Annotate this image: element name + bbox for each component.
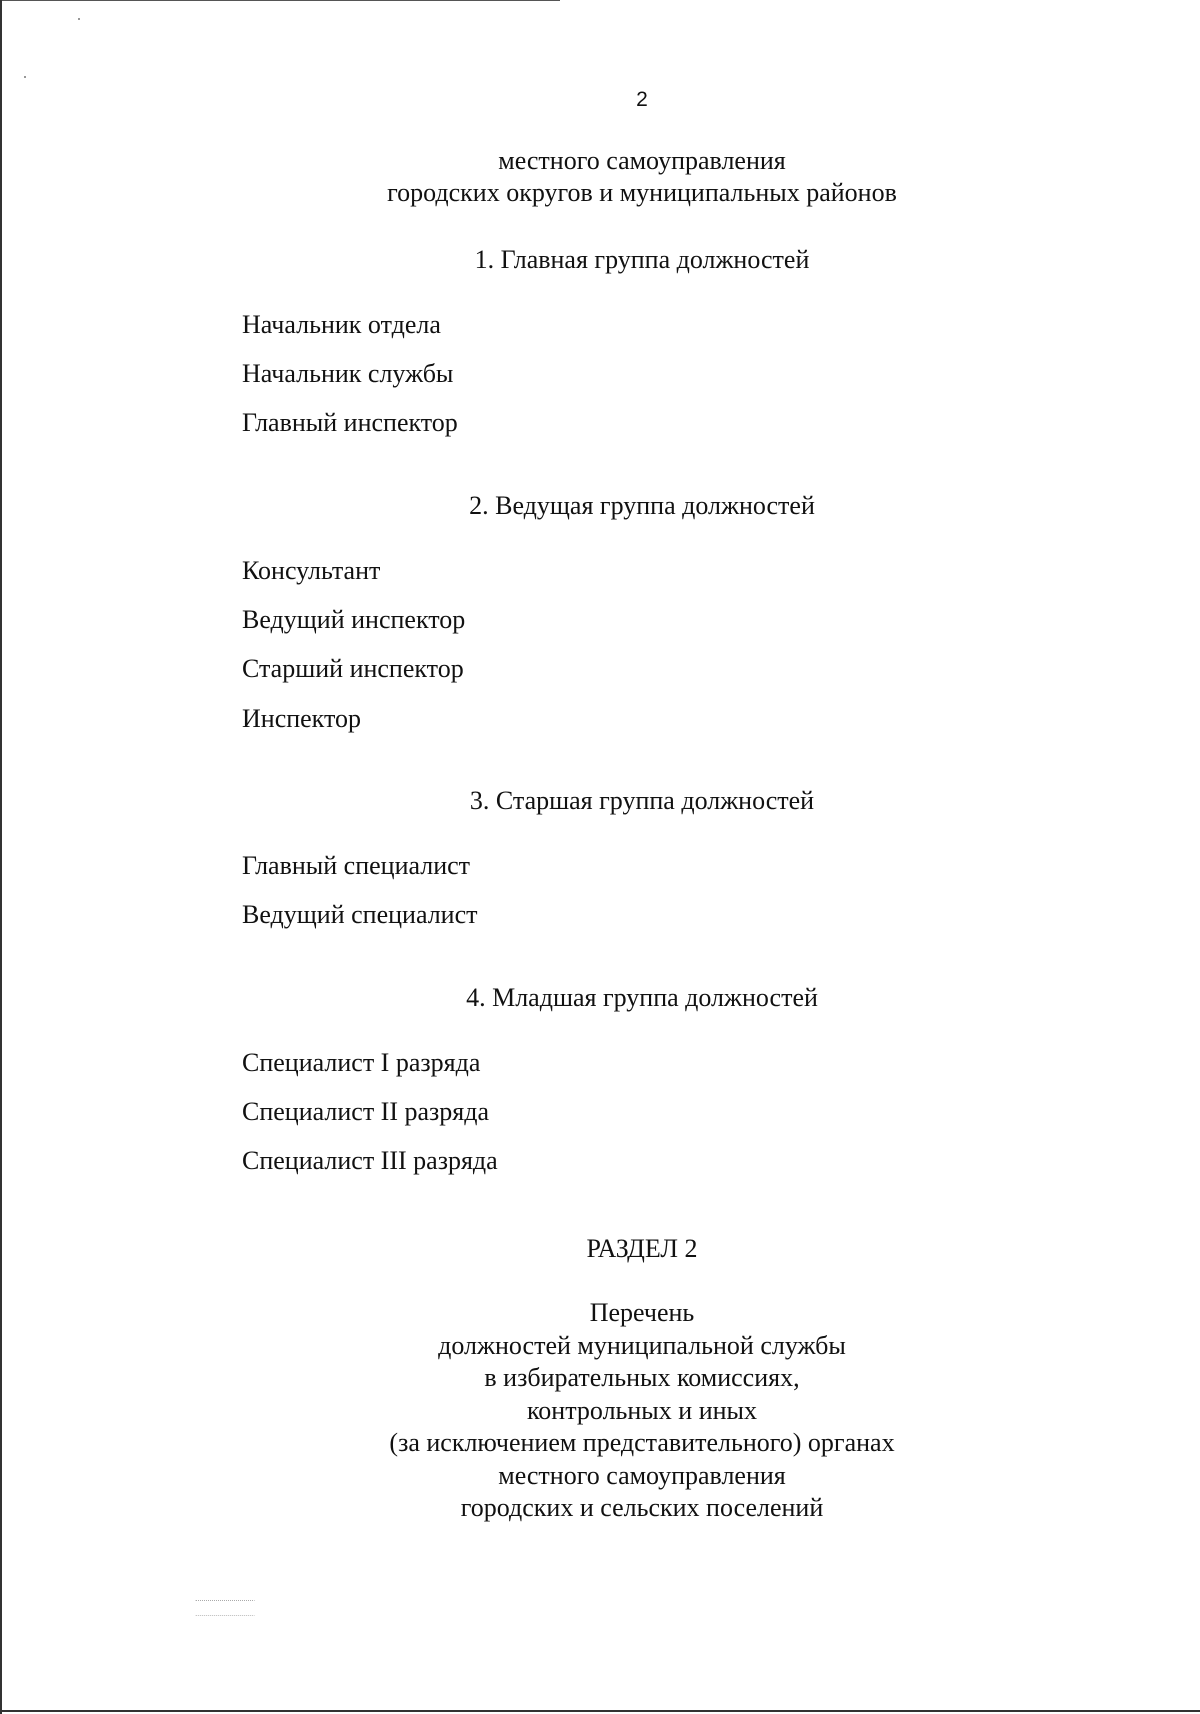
- scan-speck: [24, 76, 26, 78]
- position-item: Ведущий специалист: [242, 900, 478, 929]
- section-title-line: контрольных и иных: [527, 1396, 757, 1425]
- position-item: Главный инспектор: [242, 408, 458, 437]
- position-item: Специалист I разряда: [242, 1048, 481, 1077]
- section-title-line: (за исключением представительного) органах: [389, 1428, 895, 1457]
- group-title: 4. Младшая группа должностей: [466, 983, 818, 1012]
- scan-noise: [195, 1600, 255, 1616]
- page-number: 2: [636, 88, 648, 111]
- scan-edge: [0, 0, 560, 1]
- position-item: Старший инспектор: [242, 654, 464, 683]
- header-line: городских округов и муниципальных районов: [387, 178, 897, 207]
- group-title: 1. Главная группа должностей: [474, 245, 810, 274]
- position-item: Консультант: [242, 556, 381, 585]
- position-item: Специалист II разряда: [242, 1097, 490, 1126]
- position-item: Специалист III разряда: [242, 1146, 498, 1175]
- section-title-line: должностей муниципальной службы: [438, 1331, 846, 1360]
- header-line: местного самоуправления: [498, 146, 786, 175]
- section-title-line: в избирательных комиссиях,: [484, 1363, 800, 1392]
- section-heading: РАЗДЕЛ 2: [586, 1234, 698, 1263]
- section-title-line: местного самоуправления: [498, 1461, 786, 1490]
- position-item: Главный специалист: [242, 851, 471, 880]
- group-title: 2. Ведущая группа должностей: [469, 491, 815, 520]
- scan-edge: [0, 1710, 1200, 1712]
- section-title-line: Перечень: [589, 1298, 695, 1327]
- position-item: Ведущий инспектор: [242, 605, 466, 634]
- position-item: Инспектор: [242, 704, 361, 733]
- section-title-line: городских и сельских поселений: [460, 1493, 824, 1522]
- group-title: 3. Старшая группа должностей: [469, 786, 815, 815]
- position-item: Начальник службы: [242, 359, 454, 388]
- position-item: Начальник отдела: [242, 310, 441, 339]
- scan-speck: [78, 18, 80, 20]
